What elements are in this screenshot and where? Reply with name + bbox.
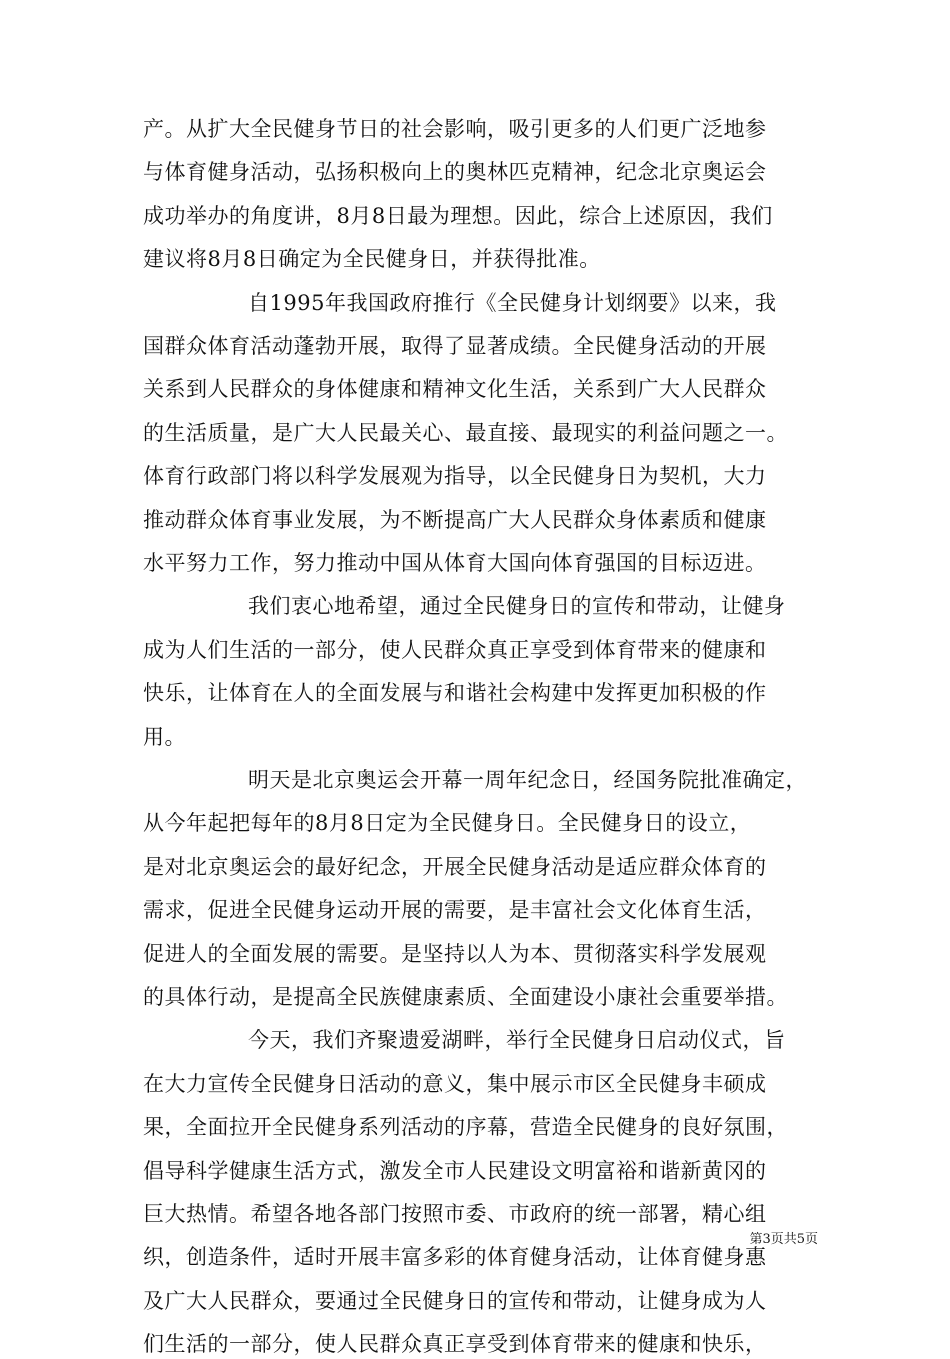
paragraph-4-line-4: 需求，促进全民健身运动开展的需要，是丰富社会文化体育生活， <box>143 898 767 922</box>
paragraph-5-line-5: 巨大热情。希望各地各部门按照市委、市政府的统一部署，精心组 <box>143 1202 767 1226</box>
paragraph-1-line-3: 成功举办的角度讲，8月8日最为理想。因此，综合上述原因，我们 <box>143 204 773 228</box>
paragraph-2-line-5: 体育行政部门将以科学发展观为指导，以全民健身日为契机，大力 <box>143 464 767 488</box>
paragraph-4-line-2: 从今年起把每年的8月8日定为全民健身日。全民健身日的设立， <box>143 811 752 835</box>
paragraph-3-line-3: 快乐，让体育在人的全面发展与和谐社会构建中发挥更加积极的作 <box>143 681 767 705</box>
paragraph-5-line-7: 及广大人民群众，要通过全民健身日的宣传和带动，让健身成为人 <box>143 1289 767 1313</box>
paragraph-1-line-4: 建议将8月8日确定为全民健身日，并获得批准。 <box>143 247 601 271</box>
paragraph-1-line-1: 产。从扩大全民健身节日的社会影响，吸引更多的人们更广泛地参 <box>143 117 767 141</box>
paragraph-4-line-6: 的具体行动，是提高全民族健康素质、全面建设小康社会重要举措。 <box>143 985 788 1009</box>
paragraph-2-line-3: 关系到人民群众的身体健康和精神文化生活，关系到广大人民群众 <box>143 377 767 401</box>
paragraph-4-line-3: 是对北京奥运会的最好纪念，开展全民健身活动是适应群众体育的 <box>143 855 767 879</box>
paragraph-5-line-3: 果，全面拉开全民健身系列活动的序幕，营造全民健身的良好氛围， <box>143 1115 788 1139</box>
paragraph-2-line-7: 水平努力工作，努力推动中国从体育大国向体育强国的目标迈进。 <box>143 551 767 575</box>
paragraph-2-line-1: 自1995年我国政府推行《全民健身计划纲要》以来，我 <box>248 291 777 315</box>
paragraph-5-line-8: 们生活的一部分，使人民群众真正享受到体育带来的健康和快乐， <box>143 1332 767 1356</box>
paragraph-5-line-6: 织，创造条件，适时开展丰富多彩的体育健身活动，让体育健身惠 <box>143 1245 767 1269</box>
paragraph-3-line-1: 我们衷心地希望，通过全民健身日的宣传和带动，让健身 <box>248 594 786 618</box>
paragraph-2-line-4: 的生活质量，是广大人民最关心、最直接、最现实的利益问题之一。 <box>143 421 788 445</box>
paragraph-5-line-1: 今天，我们齐聚遗爱湖畔，举行全民健身日启动仪式，旨 <box>248 1028 786 1052</box>
paragraph-5-line-4: 倡导科学健康生活方式，激发全市人民建设文明富裕和谐新黄冈的 <box>143 1159 767 1183</box>
paragraph-3-line-2: 成为人们生活的一部分，使人民群众真正享受到体育带来的健康和 <box>143 638 767 662</box>
paragraph-5-line-2: 在大力宣传全民健身日活动的意义，集中展示市区全民健身丰硕成 <box>143 1072 767 1096</box>
paragraph-4-line-1: 明天是北京奥运会开幕一周年纪念日，经国务院批准确定， <box>248 768 807 792</box>
paragraph-2-line-2: 国群众体育活动蓬勃开展，取得了显著成绩。全民健身活动的开展 <box>143 334 767 358</box>
paragraph-3-line-4: 用。 <box>143 725 186 749</box>
paragraph-4-line-5: 促进人的全面发展的需要。是坚持以人为本、贯彻落实科学发展观 <box>143 942 767 966</box>
paragraph-1-line-2: 与体育健身活动，弘扬积极向上的奥林匹克精神，纪念北京奥运会 <box>143 160 767 184</box>
page-number-footer: 第3页共5页 <box>749 1232 818 1247</box>
paragraph-2-line-6: 推动群众体育事业发展，为不断提高广大人民群众身体素质和健康 <box>143 508 767 532</box>
